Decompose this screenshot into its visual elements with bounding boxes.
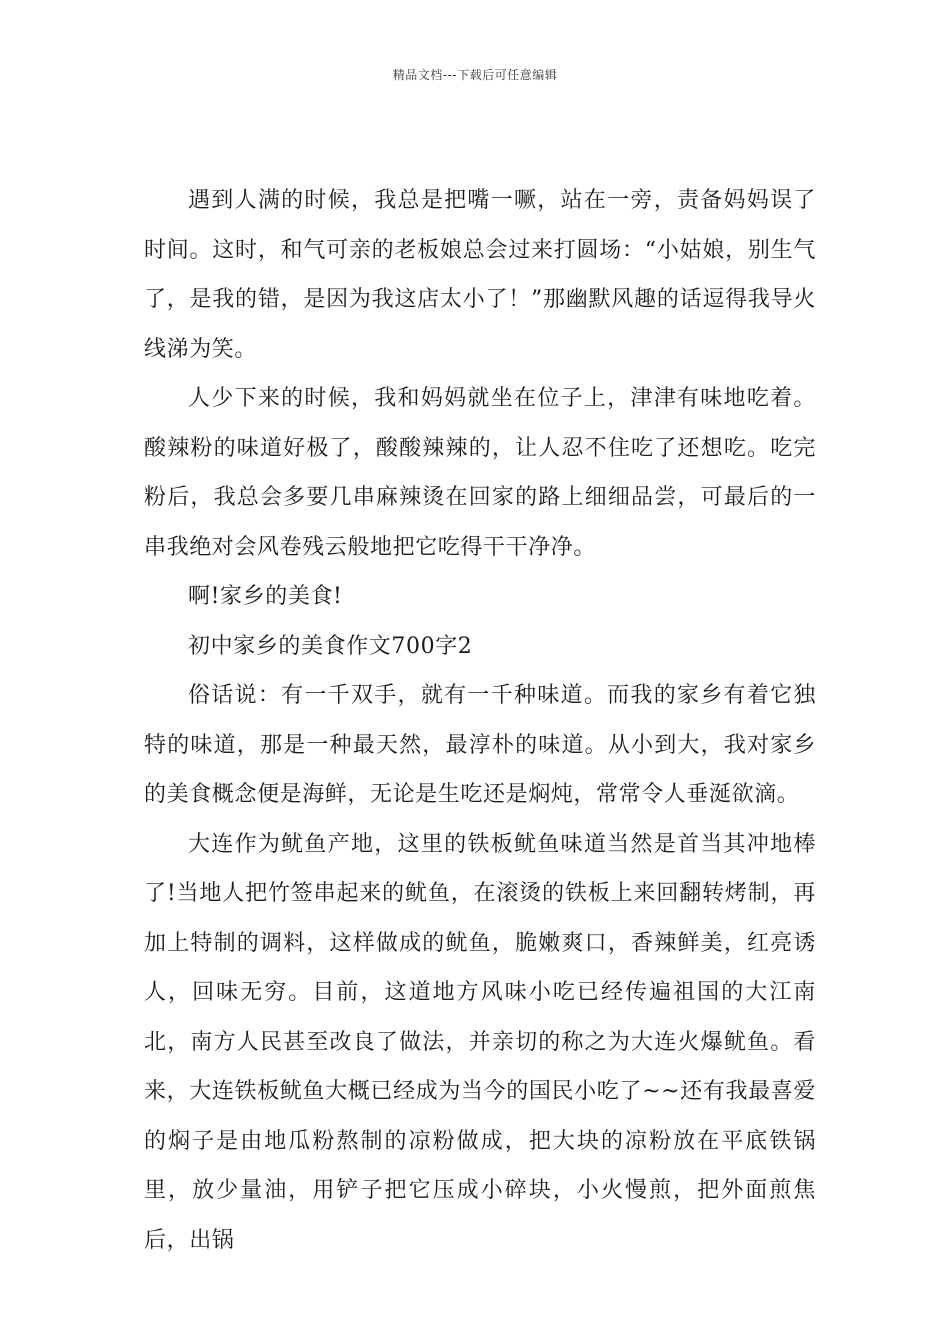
paragraph-exclamation: 啊!家乡的美食! (188, 584, 343, 609)
paragraph-1: 遇到人满的时候，我总是把嘴一噘，站在一旁，责备妈妈误了时间。这时，和气可亲的老板娘总会过来打圆场：“小姑娘，别生气了，是我的错，是因为我这店太小了！”那幽默风趣的话逗得我导火线涕为笑。 (144, 188, 816, 362)
section-title: 初中家乡的美食作文700字2 (188, 633, 473, 659)
paragraph-4: 大连作为鱿鱼产地，这里的铁板鱿鱼味道当然是首当其冲地棒了!当地人把竹签串起来的鱿鱼，在滚烫的铁板上来回翻转烤制，再加上特制的调料，这样做成的鱿鱼，脆嫩爽口，香辣鲜美，红亮诱人，回味无穷。目前，这道地方风味小吃已经传遍祖国的大江南北，南方人民甚至改良了做法，并亲切的称之为大连火爆鱿鱼。看来，大连铁板鱿鱼大概已经成为当今的国民小吃了~~还有我最喜爱的焖子是由地瓜粉熬制的凉粉做成，把大块的凉粉放在平底铁锅里，放少量油，用铲子把它压成小碎块，小火慢煎，把外面煎焦后，出锅 (144, 831, 816, 1253)
page-header: 精品文档---下载后可任意编辑 (392, 68, 558, 82)
paragraph-3: 俗话说：有一千双手，就有一千种味道。而我的家乡有着它独特的味道，那是一种最天然，最淳朴的味道。从小到大，我对家乡的美食概念便是海鲜，无论是生吃还是焖炖，常常令人垂涎欲滴。 (144, 683, 816, 807)
document-body (144, 176, 816, 1265)
paragraph-2: 人少下来的时候，我和妈妈就坐在位子上，津津有味地吃着。酸辣粉的味道好极了，酸酸辣辣的，让人忍不住吃了还想吃。吃完粉后，我总会多要几串麻辣烫在回家的路上细细品尝，可最后的一串我绝对会风卷残云般地把它吃得干干净净。 (144, 386, 816, 560)
